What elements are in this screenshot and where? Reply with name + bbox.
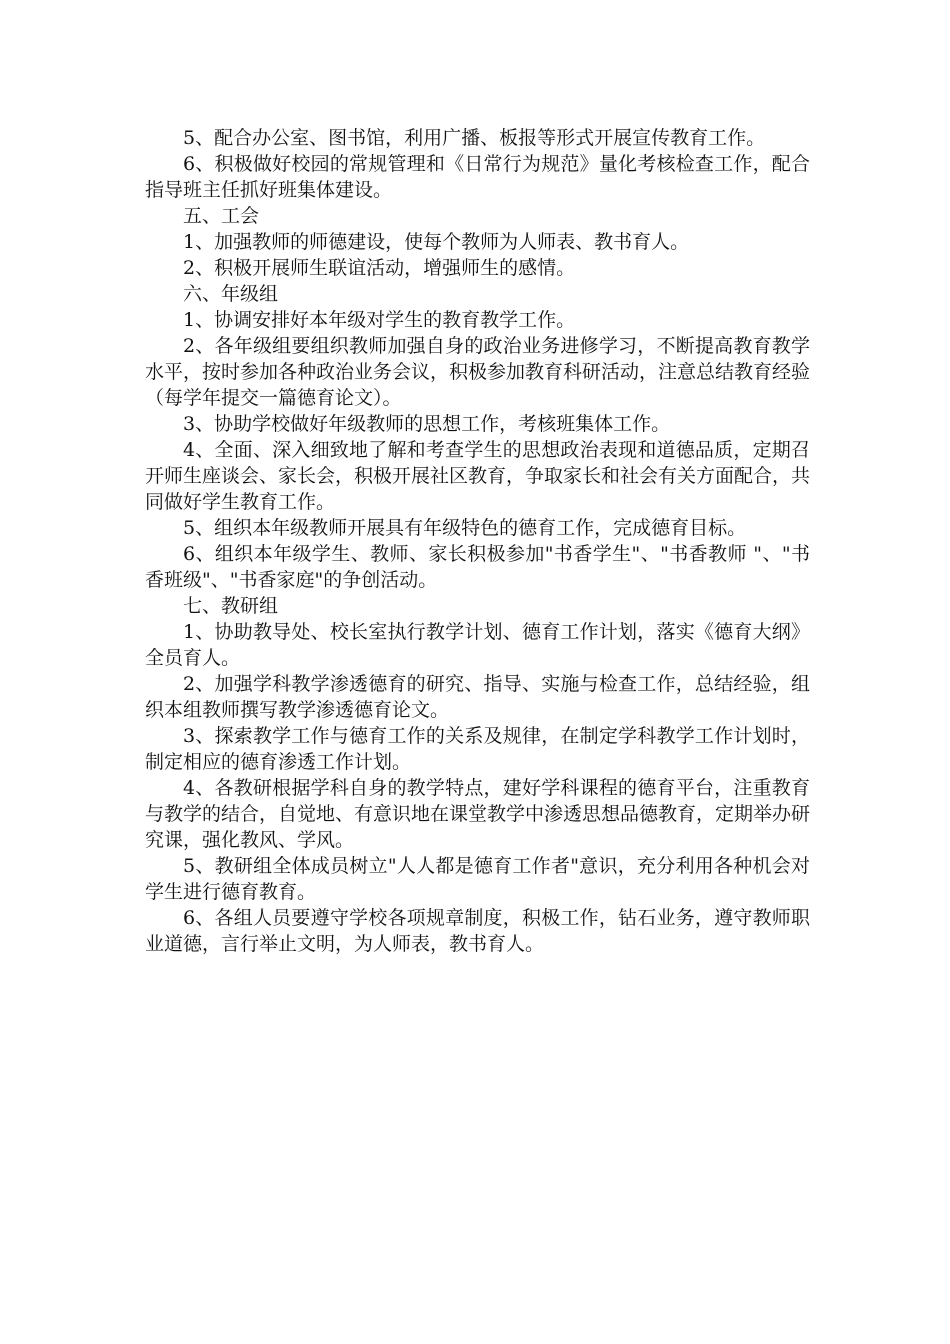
paragraph-grade-student-understanding: 4、全面、深入细致地了解和考查学生的思想政治表现和道德品质，定期召开师生座谈会、家长会，积极开展社区教育，争取家长和社会有关方面配合，共同做好学生教育工作。 xyxy=(145,439,811,513)
document-body xyxy=(145,125,810,957)
paragraph-research-subject-moral: 2、加强学科教学渗透德育的研究、指导、实施与检查工作，总结经验，组织本组教师撰写教学渗透德育论文。 xyxy=(145,673,810,721)
section-heading-teaching-research: 七、教研组 xyxy=(183,595,279,617)
paragraph-grade-moral-goals: 5、组织本年级教师开展具有年级特色的德育工作，完成德育目标。 xyxy=(183,517,747,539)
paragraph-research-awareness: 5、教研组全体成员树立"人人都是德育工作者"意识，充分利用各种机会对学生进行德育教育。 xyxy=(145,855,810,903)
paragraph-union-activities: 2、积极开展师生联谊活动，增强师生的感情。 xyxy=(183,257,576,279)
paragraph-grade-study: 2、各年级组要组织教师加强自身的政治业务进修学习，不断提高教育教学水平，按时参加各种政治业务会议，积极参加教育科研活动，注意总结教育经验（每学年提交一篇德育论文）。 xyxy=(145,335,811,409)
paragraph-research-platform: 4、各教研根据学科自身的教学特点，建好学科课程的德育平台，注重教育与教学的结合，自觉地、有意识地在课堂教学中渗透思想品德教育，定期举办研究课，强化教风、学风。 xyxy=(145,777,811,851)
paragraph-research-relationship: 3、探索教学工作与德育工作的关系及规律，在制定学科教学工作计划时，制定相应的德育渗透工作计划。 xyxy=(145,725,810,773)
paragraph-campus-management: 6、积极做好校园的常规管理和《日常行为规范》量化考核检查工作，配合指导班主任抓好班集体建设。 xyxy=(145,153,810,201)
section-heading-grade-group: 六、年级组 xyxy=(183,283,279,305)
paragraph-grade-coordination: 1、协调安排好本年级对学生的教育教学工作。 xyxy=(183,309,576,331)
paragraph-grade-reading-campaign: 6、组织本年级学生、教师、家长积极参加"书香学生"、"书香教师 "、"书香班级"、"书香家庭"的争创活动。 xyxy=(145,543,810,591)
paragraph-office-cooperation: 5、配合办公室、图书馆，利用广播、板报等形式开展宣传教育工作。 xyxy=(183,127,766,149)
paragraph-research-plan: 1、协助教导处、校长室执行教学计划、德育工作计划，落实《德育大纲》全员育人。 xyxy=(145,621,810,669)
paragraph-research-rules: 6、各组人员要遵守学校各项规章制度，积极工作，钻石业务，遵守教师职业道德，言行举止文明，为人师表，教书育人。 xyxy=(145,907,810,955)
section-heading-union: 五、工会 xyxy=(183,205,260,227)
paragraph-grade-teacher-work: 3、协助学校做好年级教师的思想工作，考核班集体工作。 xyxy=(183,413,671,435)
paragraph-union-ethics: 1、加强教师的师德建设，使每个教师为人师表、教书育人。 xyxy=(183,231,690,253)
